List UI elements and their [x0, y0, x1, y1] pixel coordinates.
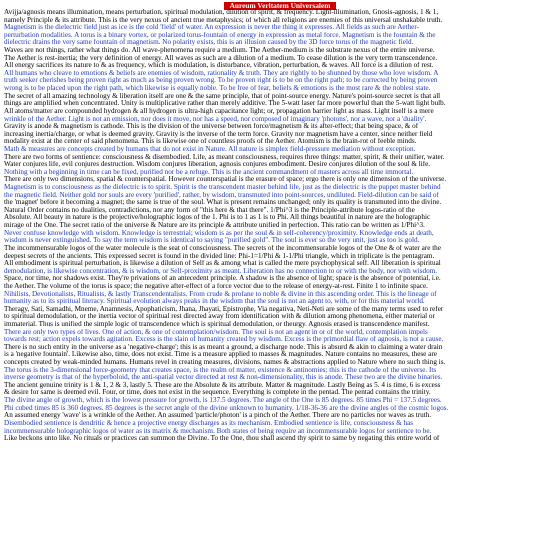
text-line [4, 344, 556, 352]
text-line [4, 283, 556, 291]
body-text: All atoms/matter are compounded hydrogen & all hydrogen is ultra-high capacitance light; or, propagation barrier light as mass. Light itself is a mere [4, 107, 434, 115]
body-text: The Aether is rest-inertia; the very definition of energy. All waves as such are a dilution of a medium. To cease dilution is the very term transcendence. [4, 54, 438, 62]
text-line [4, 222, 556, 230]
text-line [4, 116, 556, 124]
highlighted-text: humanity as to its spiritual literacy. Spiritual evolution always peaks in the wisdom that the soul is not an agent to, with, or for this material world. [4, 298, 425, 306]
body-text: the Aether. The volume of the torus is space; the negative after-effect of a force vector due to the release of energy-at-rest. Finite 1 to infinite space. [4, 282, 428, 290]
highlighted-text: The torus is the 3-dimensional force-geometry that creates space, is the realm of matter, existence & antinomies; this is the cathode of the universe. Its [4, 366, 437, 374]
highlighted-text: All humans who cleave to emotions & beliefs are enemies of wisdom, rationality & truth. They are rightly to be shunned by those who love wisdom. A [4, 69, 439, 77]
text-line [4, 108, 556, 116]
text-line [4, 146, 556, 154]
text-line [4, 176, 556, 184]
highlighted-text: perturbation modalities. A torus is a binary vortex, or polarized torus-fountain of energy in expression as metal force. Magnetism is the fountain & the [4, 31, 436, 39]
highlighted-text: demodulation, is likewise concentration, & is wisdom, or Self-proximity as meant. Liberation has no connection to or with the body, nor with wisdom. [4, 267, 438, 275]
text-line [4, 184, 556, 192]
highlighted-text: incommensurable holographic logos of water as its matrix & mechanism. Both states of being require an incommensurable logos for sentience to be. [4, 427, 432, 435]
text-line [4, 291, 556, 299]
text-line [4, 321, 556, 329]
text-line [4, 47, 556, 55]
text-line [4, 435, 556, 443]
highlighted-text: wrong is to be placed upon the right path, which likewise is equally noble. To be free of fear, beliefs & emotions is the most rare & the noblest state. [4, 85, 431, 93]
text-line [4, 85, 556, 93]
document-body [0, 9, 560, 443]
body-text: Avijja/agnosis means illumination, means perturbation, spiritual modulation, dilution of spirit, & frequency. Light-illumination, Gnosis-agnosis, 1 & 1, [4, 9, 439, 16]
body-text: to spiritual demodulation, or the inertia vector of spiritual rest directed away from identification with & dilution among phenomena, either material or [4, 313, 435, 321]
title-bar [0, 0, 560, 9]
text-line [4, 336, 556, 344]
highlighted-text: wrinkle of the Aether. Light is not an emission, nor does it move, nor has a speed, nor composed of imaginary 'photons', nor a wave, nor a 'duality'. [4, 115, 427, 123]
text-line [4, 382, 556, 390]
highlighted-text: Never confuse knowledge with wisdom. Knowledge is terrestrial; wisdom is as per the soul & in self-coherency/proximity. Knowledge ends at death, [4, 229, 434, 237]
text-line [4, 253, 556, 261]
text-line [4, 9, 556, 17]
body-text: Theragy, Sati, Samadhi, Mneme, Anamnesis, Apophaticism, Jhana, Jhayati, Epistrophe, Via negativa, Neti-Neti are some of the many terms used to refer [4, 305, 444, 313]
body-text: is a 'negative fountain'. Likewise also, time, does not exist. Time is a measure applied to masses & magnitudes. Nature contains no measures, these are [4, 351, 437, 359]
text-line [4, 55, 556, 63]
body-text: The incommensurable logos of the water molecule is the seat of consciousness. The secrets of the incommensurable logos of the One & of water are the [4, 244, 441, 252]
body-text: The secret of all amazing technology & liberation itself are one & the same principle, that of point-source energy. Nature's point-source secret is that all [4, 92, 441, 100]
highlighted-text: Nothing with a beginning in time can be fixed, purified nor be a refuge. This is the ancient commandment of masters across all time immortal. [4, 168, 414, 176]
text-line [4, 24, 556, 32]
body-text: Water conjures life, evil conjures destruction. Wisdom conjures liberation, agnosis conjures embodiment. Desire conjures dilution of the soul & life. [4, 161, 431, 169]
text-line [4, 298, 556, 306]
body-text: immaterial. Thus is unified the simple logic of transcendence which is spiritual demodulation, or theurgy. Agnosis erased is transcendence manifest. [4, 320, 430, 328]
text-line [4, 131, 556, 139]
body-text: & desire for same is deemed evil. Four, or time, does not exist in the sequence. Everything is complete in the pentad. The pentad contains the trinity. [4, 389, 431, 397]
text-line [4, 154, 556, 162]
text-line [4, 32, 556, 40]
highlighted-text: The divine angle of growth, which is the lowest pressure for growth, is 137.5 degrees. The angle of the One is 85 degrees. 85 times Phi = 137.5 degrees. [4, 397, 442, 405]
text-line [4, 161, 556, 169]
text-line [4, 70, 556, 78]
highlighted-text: Nihilists, Devotionalists, Ritualists, & lastly Transcendentalists. From crude & profane to noble & divine in this ascending order. This is the lineage of [4, 290, 437, 298]
body-text: Like beckons unto like. No rituals or practices can summon the Divine. To the One, thou shall ascend thy spirit to same by negating this entire world of [4, 435, 440, 443]
body-text: deepest secrets of the ancients. This expressed secret is found in the divided line: Phi-1=1/Phi & 1-1/Phi triangle, which in triplicate is the pentagram. [4, 252, 435, 260]
text-line [4, 123, 556, 131]
text-line [4, 199, 556, 207]
text-line [4, 192, 556, 200]
body-text: Waves are not things, rather what things do. All wave-phenomena require a medium. The Aether-medium is the substrate nexus of the entire universe. [4, 47, 435, 55]
highlighted-text: the magnetic field. Neither gold nor souls are every 'purified', rather, by wisdom, transmuted into point-sources, undiluted. Field-dilution can be said of [4, 191, 439, 199]
highlighted-text: Disembodied sentience is dendritic & hence a projective energy discharges as its mechanism. Embodied sentience is life, consciousness & has [4, 419, 414, 427]
body-text: All energy sacrifices its nature to & as frequency, which is modulation, is disturbance, vibration, perturbation, & waves. All force is a dilution of rest. [4, 62, 434, 70]
text-line [4, 39, 556, 47]
body-text: Gravity is anode & magnetism is cathode. This is the division of the universe between force/magnetism & its after-effect; that being space, & of [4, 123, 419, 131]
text-line [4, 351, 556, 359]
highlighted-text: Phi cubed times 85 is 360 degrees. 85 degrees is the secret angle of the divine unknown to humanity. 1/18-36-36 are the divine angles of the cosmic logos. [4, 404, 449, 412]
text-line [4, 214, 556, 222]
body-text: modality exist at the center of said phenomena. This is likewise one of countless proofs of the Aether. Atomism is the brain-rot of feeble minds. [4, 138, 417, 146]
text-line [4, 359, 556, 367]
highlighted-text: Magnetism is to consciousness as the dielectric is to spirit. Spirit is the transcendent master behind life, just as the dielectric is the puppet master behind [4, 184, 441, 192]
body-text: Space, nor time, nor shadows exist. They're privations of an antecedent principle. A shadow is the absence of light; space is the absence of potential, i.e. [4, 275, 441, 283]
body-text: mirage of the One. The secret ratio of the universe & Nature are its principle & attribute unified in perfection. This ratio can be written as 1/Phi^3. [4, 222, 425, 230]
body-text: namely Principle & its attribute. This is the very nexus of ancient true metaphysics; of which all religions are enemies of this universal unshakable truth. [4, 16, 443, 24]
body-text: An assumed energy 'wave' is a wrinkle of the Aether. An assumed 'particle/photon' is a pinch of the Aether. There are no particles nor waves as truth. [4, 412, 432, 420]
body-text: the 'magnet' before it becoming a magnet; the same is true of the soul. What is present remains unchanged; only its quality is transmuted into the divine. [4, 199, 442, 207]
text-line [4, 275, 556, 283]
highlighted-text: wisdom is never extinguished. To say the term wisdom is identical to saying "purified gold". The soul is ever so the very unit, just as too is gold. [4, 237, 420, 245]
body-text: There are two forms of sentience: consciousness & disembodied. Life, as meant consciousness, requires three things: matter, spirit, & their unifier, water. [4, 153, 445, 161]
text-line [4, 397, 556, 405]
text-line [4, 237, 556, 245]
text-line [4, 306, 556, 314]
body-text: All embodiment is spiritual perturbation, is likewise a dilution of Self as & among what is called the mere psychophysical self. All liberation is spiritual [4, 260, 441, 268]
text-line [4, 100, 556, 108]
body-text: Natural Order contains no dualities, contradictions, nor any form of "this here & that there". 1/Phi^3 is the Principle-attribute logos-ratio of the [4, 206, 415, 214]
text-line [4, 420, 556, 428]
highlighted-text: Math & measures are concepts created by humans that do not exist in Nature. All nature is simplex field-pressure mediation without exception. [4, 145, 416, 153]
text-line [4, 374, 556, 382]
text-line [4, 405, 556, 413]
text-line [4, 367, 556, 375]
body-text: concepts created by weak-minded humans. Humans revel in creating measures, divisions, names & abstractions applied to Nature where no such thing is. [4, 359, 446, 367]
highlighted-text: dielectric drains the very same fountain of magnetism. No polarity exists, this is an illusion caused by the 3D force torus of the magnetic field. [4, 39, 414, 47]
highlighted-text: towards rest; action expels towards agitation. Excess is the slain of humanity created by wisdom. Excess is the primordial flaw of agnosis, is not a cause. [4, 336, 444, 344]
body-text: increasing inertia/charge, or what is deemed gravity. Gravity is the inverse of the term force. Gravity nor magnetism have a center, since neither field [4, 130, 433, 138]
text-line [4, 260, 556, 268]
text-line [4, 389, 556, 397]
body-text: Absolute. All beauty in nature is the projective/holographic logos of the 1. Phi is to 1 as 1 is to Phi. All things beautiful in nature are the holographic [4, 214, 431, 222]
highlighted-text: There are only two types of lives. One of action, & one of contemplation/wisdom. The soul is not an agent in or of the world, contemplation impels [4, 328, 428, 336]
text-line [4, 93, 556, 101]
document-title: Aureum Veritatem Universalem [224, 2, 337, 10]
text-line [4, 62, 556, 70]
text-line [4, 329, 556, 337]
body-text: There are only two dimensions, spatial & counterspatial. However counterspatial is the erasure of space; ergo there is only one dimension of the universe. [4, 176, 447, 184]
body-text: The ancient genuine trinity is 1 & 1, 2 & 3, lastly 5. These are the Absolute & its attribute. Matter & magnitude. Lastly Being as 5. 4 is time, 6 is excess [4, 381, 441, 389]
text-line [4, 230, 556, 238]
body-text: There is no such entity in the universe as a 'negative-charge'; this is as meant a ground, a discharge node. This is absurd & akin to claiming a water drain [4, 343, 443, 351]
text-line [4, 77, 556, 85]
text-line [4, 268, 556, 276]
text-line [4, 207, 556, 215]
text-line [4, 313, 556, 321]
text-line [4, 245, 556, 253]
highlighted-text: Magnetism is the dielectric field just as ice is the cold 'field' of water. An expression is never the thing it expresses. All fields as such are Aether- [4, 24, 420, 32]
text-line [4, 428, 556, 436]
text-line [4, 17, 556, 25]
text-line [4, 169, 556, 177]
highlighted-text: inverse geometry is that of the hyperboloid, the anti-spatial vector directed at rest & non-dimensionality, this is anode. These two are the divine binaries. [4, 374, 443, 382]
highlighted-text: truth seeker cherishes being proven right as much as being proven wrong. To be proven right is to be on the right path; to be corrected by being proven [4, 77, 438, 85]
text-line [4, 412, 556, 420]
text-line [4, 138, 556, 146]
body-text: things are amplified when concentrated. Unity is multiplicative rather than merely additive. The 5-watt laser far more powerful than the 5-watt light bulb. [4, 100, 446, 108]
